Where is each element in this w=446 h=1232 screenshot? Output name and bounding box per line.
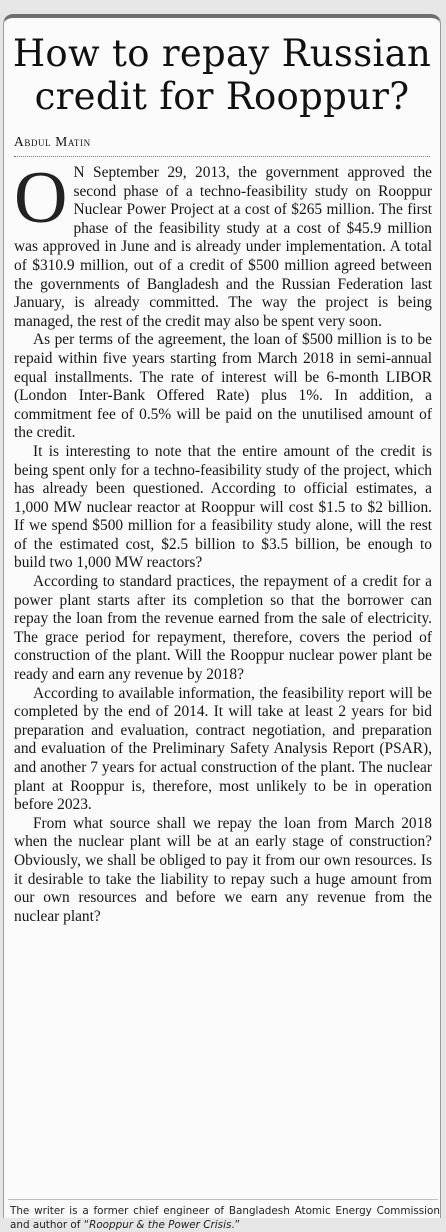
headline-line-1: How to repay Russian	[12, 32, 432, 75]
paragraph-1-text: N September 29, 2013, the government approved the second phase of a techno-feasibility study on Rooppur Nuclear Power Project at a cost of $265 million. The first phase of the feasibility study at a cost of $45.9 million was approved in June and is already under implementation. A total of $310.9 million, out of a credit of $500 million agreed between the governments of Bangladesh and the Russian Federation last January, is already committed. The way the project is being managed, the rest of the credit may also be spent very soon.	[14, 164, 432, 330]
article-body	[14, 157, 432, 926]
footnote-closing: .”	[231, 1219, 241, 1231]
article-paragraph-2: As per terms of the agreement, the loan of $500 million is to be repaid within five years starting from March 2018 in semi-annual equal installments. The rate of interest will be 6-month LIBOR (London Inter-Bank Offered Rate) plus 1%. In addition, a commitment fee of 0.5% will be paid on the unutilised amount of the credit.	[14, 331, 432, 442]
author-byline: Abdul Matin	[14, 134, 430, 157]
article-paragraph-4: According to standard practices, the repayment of a credit for a power plant starts after its completion so that the borrower can repay the loan from the revenue earned from the sale of electricity. The grace period for repayment, therefore, covers the period of construction of the plant. Will the Rooppur nuclear power plant be ready and earn any revenue by 2018?	[14, 573, 432, 684]
footer-divider	[8, 1199, 438, 1200]
footnote-text: The writer is a former chief engineer of Bangladesh Atomic Energy Commission and author of “	[10, 1205, 440, 1231]
headline	[4, 32, 440, 118]
article-paragraph-1	[14, 157, 432, 331]
article-page	[3, 14, 441, 1218]
article-paragraph-5: According to available information, the feasibility report will be completed by the end of 2014. It will take at least 2 years for bid preparation and evaluation, contract negotiation, and preparation and evaluation of the Preliminary Safety Analysis Report (PSAR), and another 7 years for actual construction of the plant. The nuclear plant at Rooppur is, therefore, most unlikely to be in operation before 2023.	[14, 684, 432, 814]
article-paragraph-3: It is interesting to note that the entire amount of the credit is being spent only for a techno-feasibility study of the project, which has already been questioned. According to official estimates, a 1,000 MW nuclear reactor at Rooppur will cost $1.5 to $2 billion. If we spend $500 million for a feasibility study alone, will the rest of the estimated cost, $2.5 billion to $3.5 billion, be enough to build two 1,000 MW reactors?	[14, 442, 432, 572]
drop-cap: O	[14, 157, 68, 239]
author-footnote	[10, 1204, 440, 1232]
article-paragraph-6: From what source shall we repay the loan from March 2018 when the nuclear plant will be at an early stage of construction? Obviously, we shall be obliged to pay it from our own resources. Is it desirable to take the liability to repay such a huge amount from our own resources and before we earn any revenue from the nuclear plant?	[14, 814, 432, 925]
headline-line-2: credit for Rooppur?	[34, 75, 410, 118]
footnote-book-title: Rooppur & the Power Crisis	[89, 1219, 232, 1231]
